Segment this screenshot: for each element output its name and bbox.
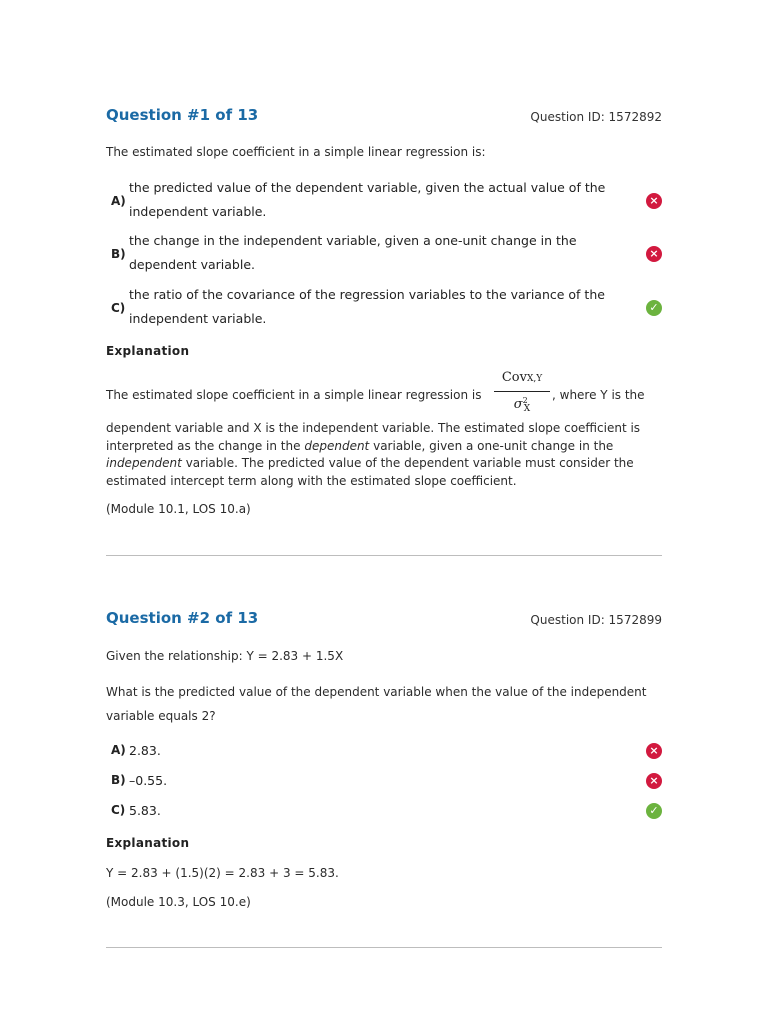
emphasis: dependent — [304, 438, 370, 453]
question-title: Question #2 of 13 — [106, 609, 259, 627]
option-letter: A) — [111, 743, 126, 757]
explanation-heading: Explanation — [106, 836, 190, 850]
question-header — [106, 609, 662, 629]
explanation-text: variable. The predicted value of the dependent variable must consider the estimated intercept term along with the estimated slope coefficient. — [106, 456, 634, 488]
option-text: the ratio of the covariance of the regression variables to the variance of the independent variable. — [129, 287, 605, 326]
formula-numerator: Cov — [501, 370, 527, 385]
incorrect-icon: × — [646, 246, 662, 262]
option-text: 5.83. — [129, 803, 161, 818]
correct-icon: ✓ — [646, 300, 662, 316]
incorrect-icon: × — [646, 773, 662, 789]
correct-icon: ✓ — [646, 803, 662, 819]
divider — [106, 947, 662, 948]
slope-formula — [494, 370, 550, 420]
answer-option-b[interactable] — [106, 229, 662, 279]
fraction-bar — [494, 391, 550, 392]
option-letter: B) — [111, 247, 126, 261]
question-title: Question #1 of 13 — [106, 106, 259, 124]
formula-denominator: σ — [513, 397, 523, 412]
answer-option-b[interactable] — [106, 769, 662, 793]
option-letter: B) — [111, 773, 126, 787]
option-text: –0.55. — [129, 773, 168, 788]
incorrect-icon: × — [646, 743, 662, 759]
divider — [106, 555, 662, 556]
explanation-text: dependent variable and X is the independent variable. The estimated slope coefficient is interpreted as the change in the — [106, 421, 641, 453]
answer-option-c[interactable] — [106, 799, 662, 823]
option-letter: A) — [111, 194, 126, 208]
module-reference: (Module 10.1, LOS 10.a) — [106, 502, 251, 516]
formula-numerator-subscript: X,Y — [526, 374, 543, 384]
module-reference: (Module 10.3, LOS 10.e) — [106, 895, 251, 909]
formula-denominator-superscript: 2 — [522, 396, 528, 405]
option-text: the change in the independent variable, given a one-unit change in the dependent variable. — [129, 233, 577, 272]
option-text: 2.83. — [129, 743, 161, 758]
explanation-heading: Explanation — [106, 344, 190, 358]
explanation-text: variable, given a one-unit change in the — [373, 438, 614, 453]
question-1 — [106, 106, 662, 526]
explanation-tail: , where Y is the — [552, 388, 645, 402]
answer-option-a[interactable] — [106, 739, 662, 763]
option-letter: C) — [111, 301, 126, 315]
question-stem-2: What is the predicted value of the dependent variable when the value of the independent variable equals 2? — [106, 685, 647, 723]
explanation-lead: The estimated slope coefficient in a simple linear regression is — [106, 388, 482, 402]
incorrect-icon: × — [646, 193, 662, 209]
emphasis: independent — [106, 456, 182, 470]
question-header — [106, 106, 662, 126]
answer-option-c[interactable] — [106, 283, 662, 333]
explanation-body — [106, 420, 662, 490]
answer-option-a[interactable] — [106, 176, 662, 226]
question-2 — [106, 609, 662, 919]
option-text: the predicted value of the dependent variable, given the actual value of the independent variable. — [129, 180, 606, 219]
option-letter: C) — [111, 803, 126, 817]
question-stem: The estimated slope coefficient in a simple linear regression is: — [106, 145, 486, 159]
question-stem: Given the relationship: Y = 2.83 + 1.5X — [106, 649, 344, 663]
formula-denominator-subscript: X — [523, 404, 531, 414]
question-id: Question ID: 1572899 — [530, 613, 662, 627]
explanation-text: Y = 2.83 + (1.5)(2) = 2.83 + 3 = 5.83. — [106, 866, 339, 880]
question-id: Question ID: 1572892 — [530, 110, 662, 124]
